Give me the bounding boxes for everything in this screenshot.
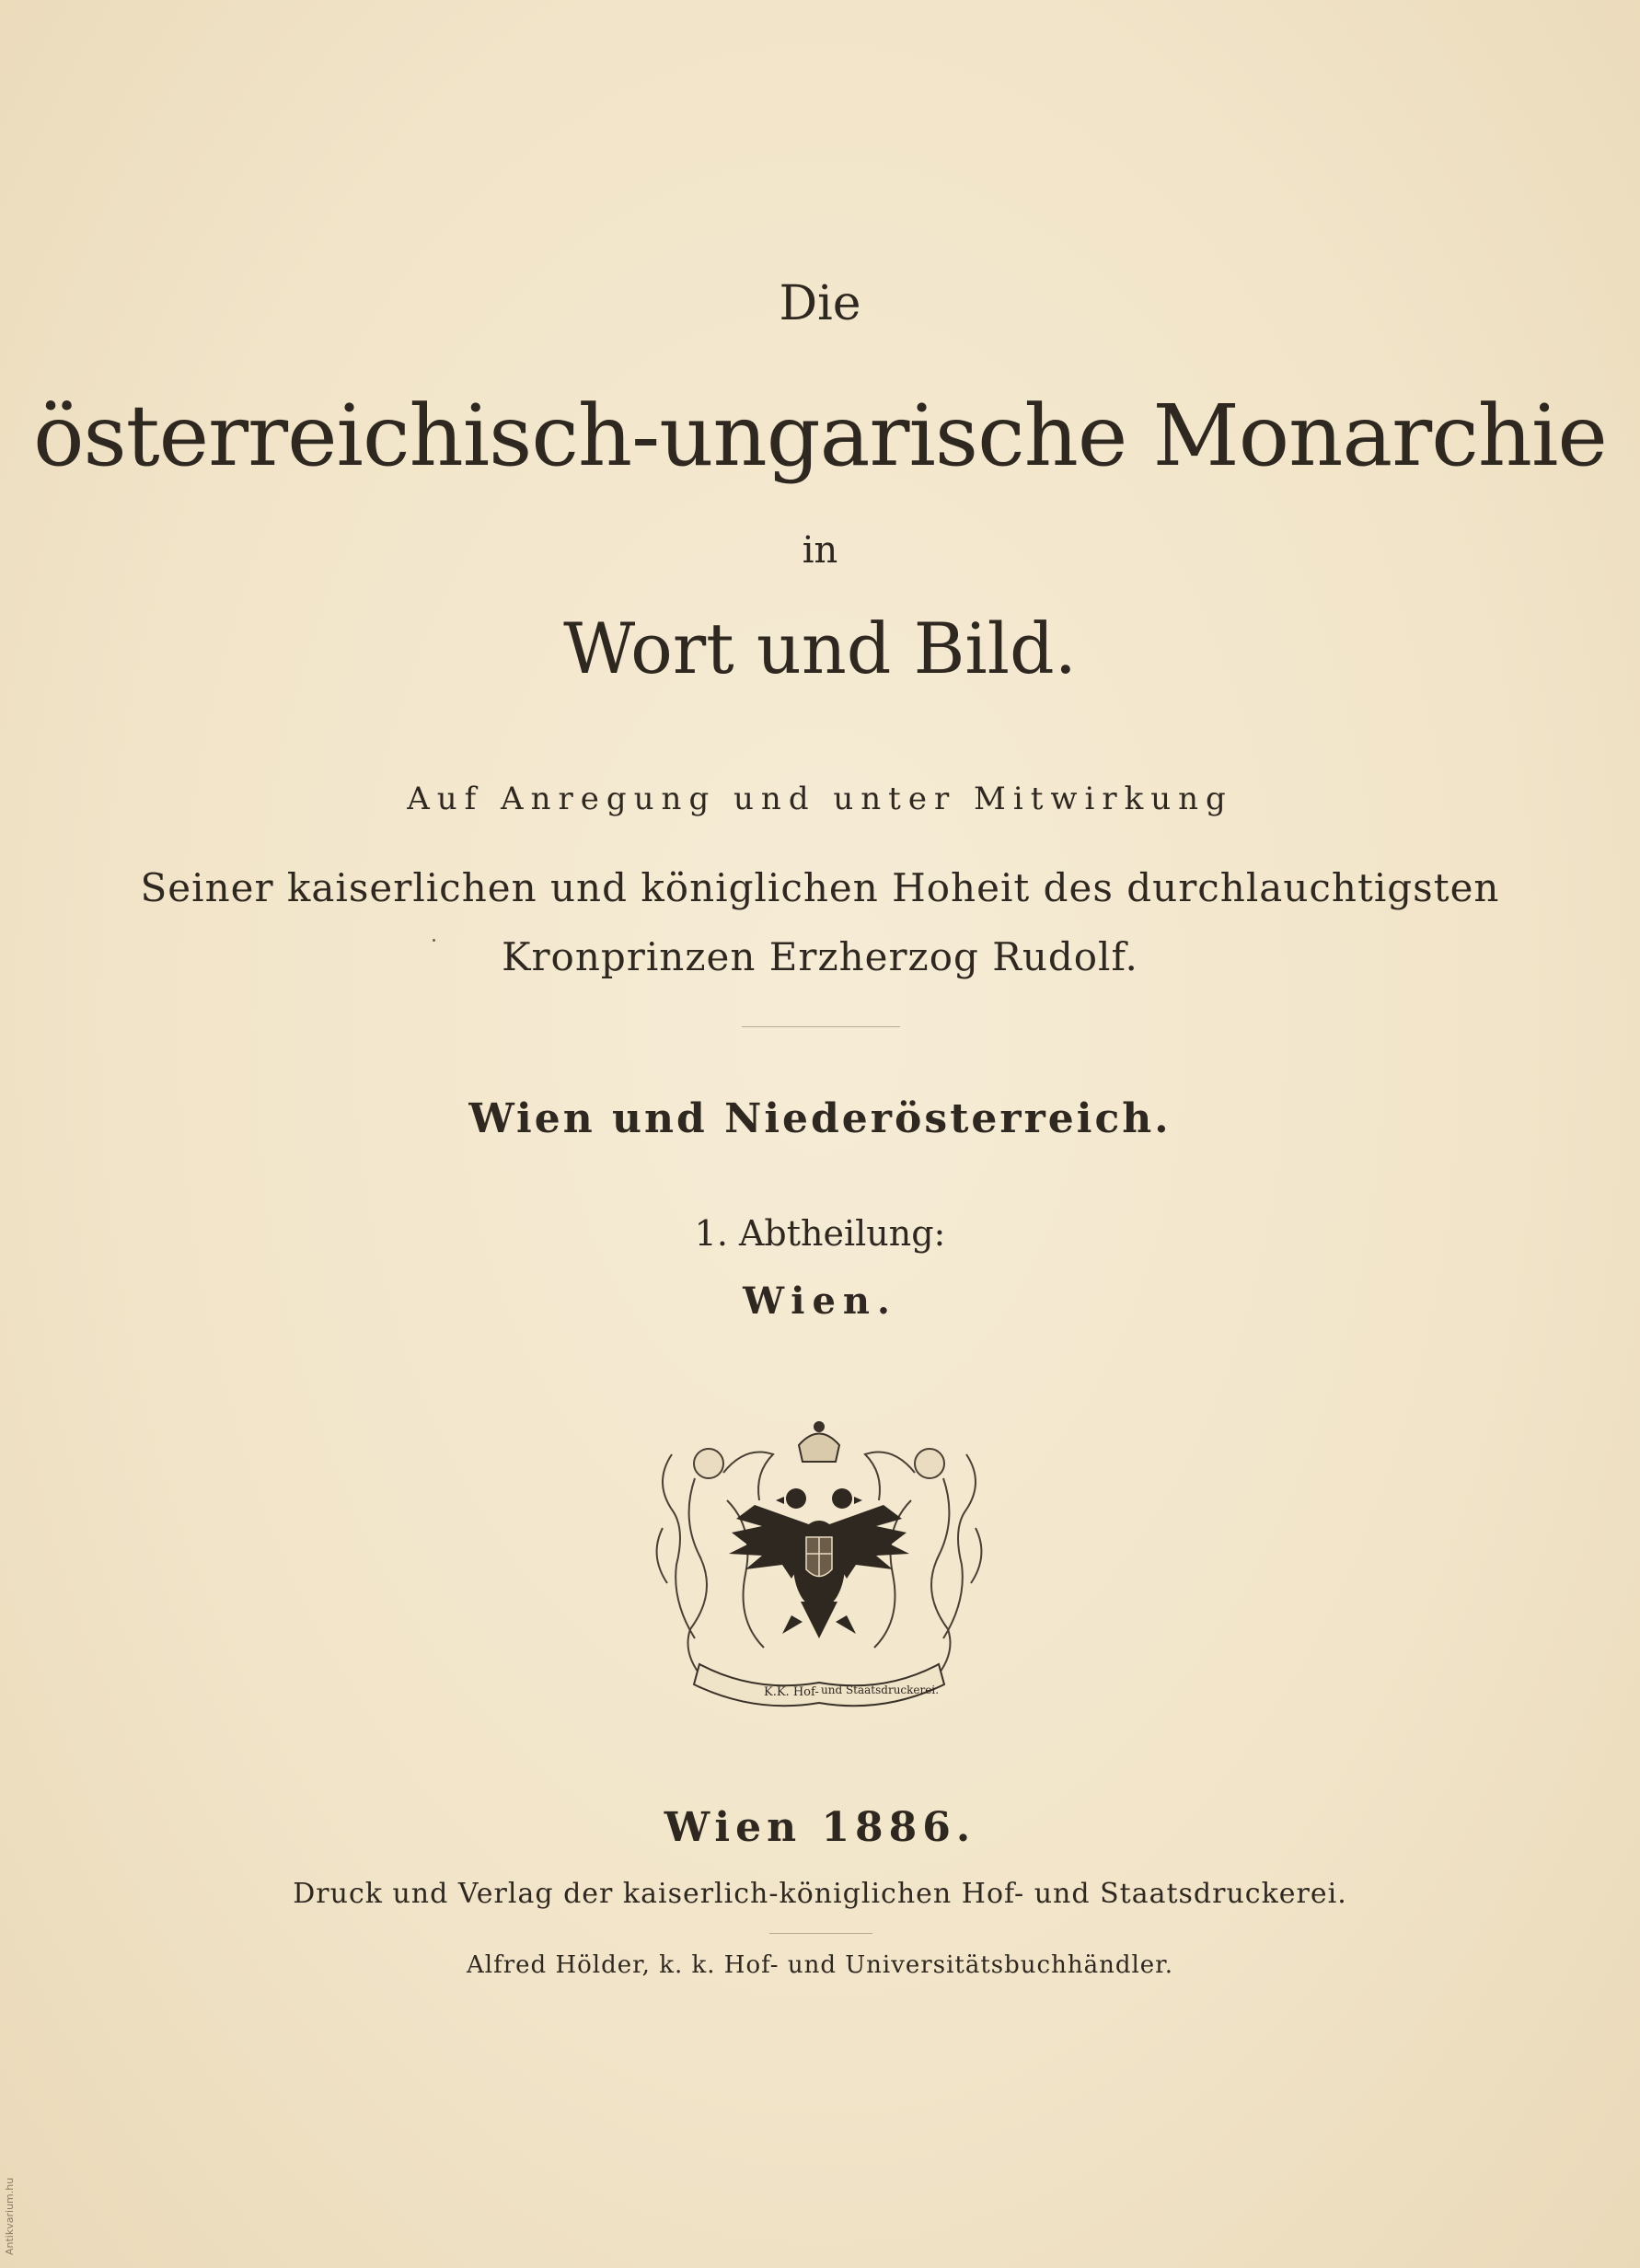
double-headed-eagle-coat-of-arms-icon — [644, 1418, 994, 1721]
subtitle-kronprinzen: Kronprinzen Erzherzog Rudolf. — [502, 934, 1138, 979]
imprint-divider — [769, 1933, 872, 1934]
banner-left-text: K.K. Hof- — [764, 1685, 819, 1699]
title-wort-und-bild: Wort und Bild. — [563, 608, 1077, 689]
section-abtheilung: 1. Abtheilung: — [694, 1213, 946, 1254]
divider-rule — [742, 1026, 900, 1027]
subtitle-seiner: Seiner kaiserlichen und königlichen Hoheit des durchlauchtigsten — [140, 865, 1500, 910]
imprint-publisher: Alfred Hölder, k. k. Hof- und Universitätsbuchhändler. — [467, 1951, 1173, 1979]
banner-right-text: und Staatsdruckerei. — [821, 1684, 940, 1696]
section-wien: Wien. — [743, 1279, 897, 1323]
paper-speck — [433, 939, 435, 942]
title-die: Die — [779, 276, 861, 331]
imprint-place-year: Wien 1886. — [664, 1804, 976, 1851]
main-title: österreichisch-ungarische Monarchie — [33, 387, 1607, 485]
imprint-druck: Druck und Verlag der kaiserlich-königlichen Hof- und Staatsdruckerei. — [293, 1878, 1347, 1910]
subtitle-auf-anregung: Auf Anregung und unter Mitwirkung — [407, 781, 1233, 817]
watermark-text: Antikvarium.hu — [4, 2177, 16, 2255]
volume-title: Wien und Niederösterreich. — [468, 1095, 1172, 1142]
title-in: in — [802, 529, 838, 572]
